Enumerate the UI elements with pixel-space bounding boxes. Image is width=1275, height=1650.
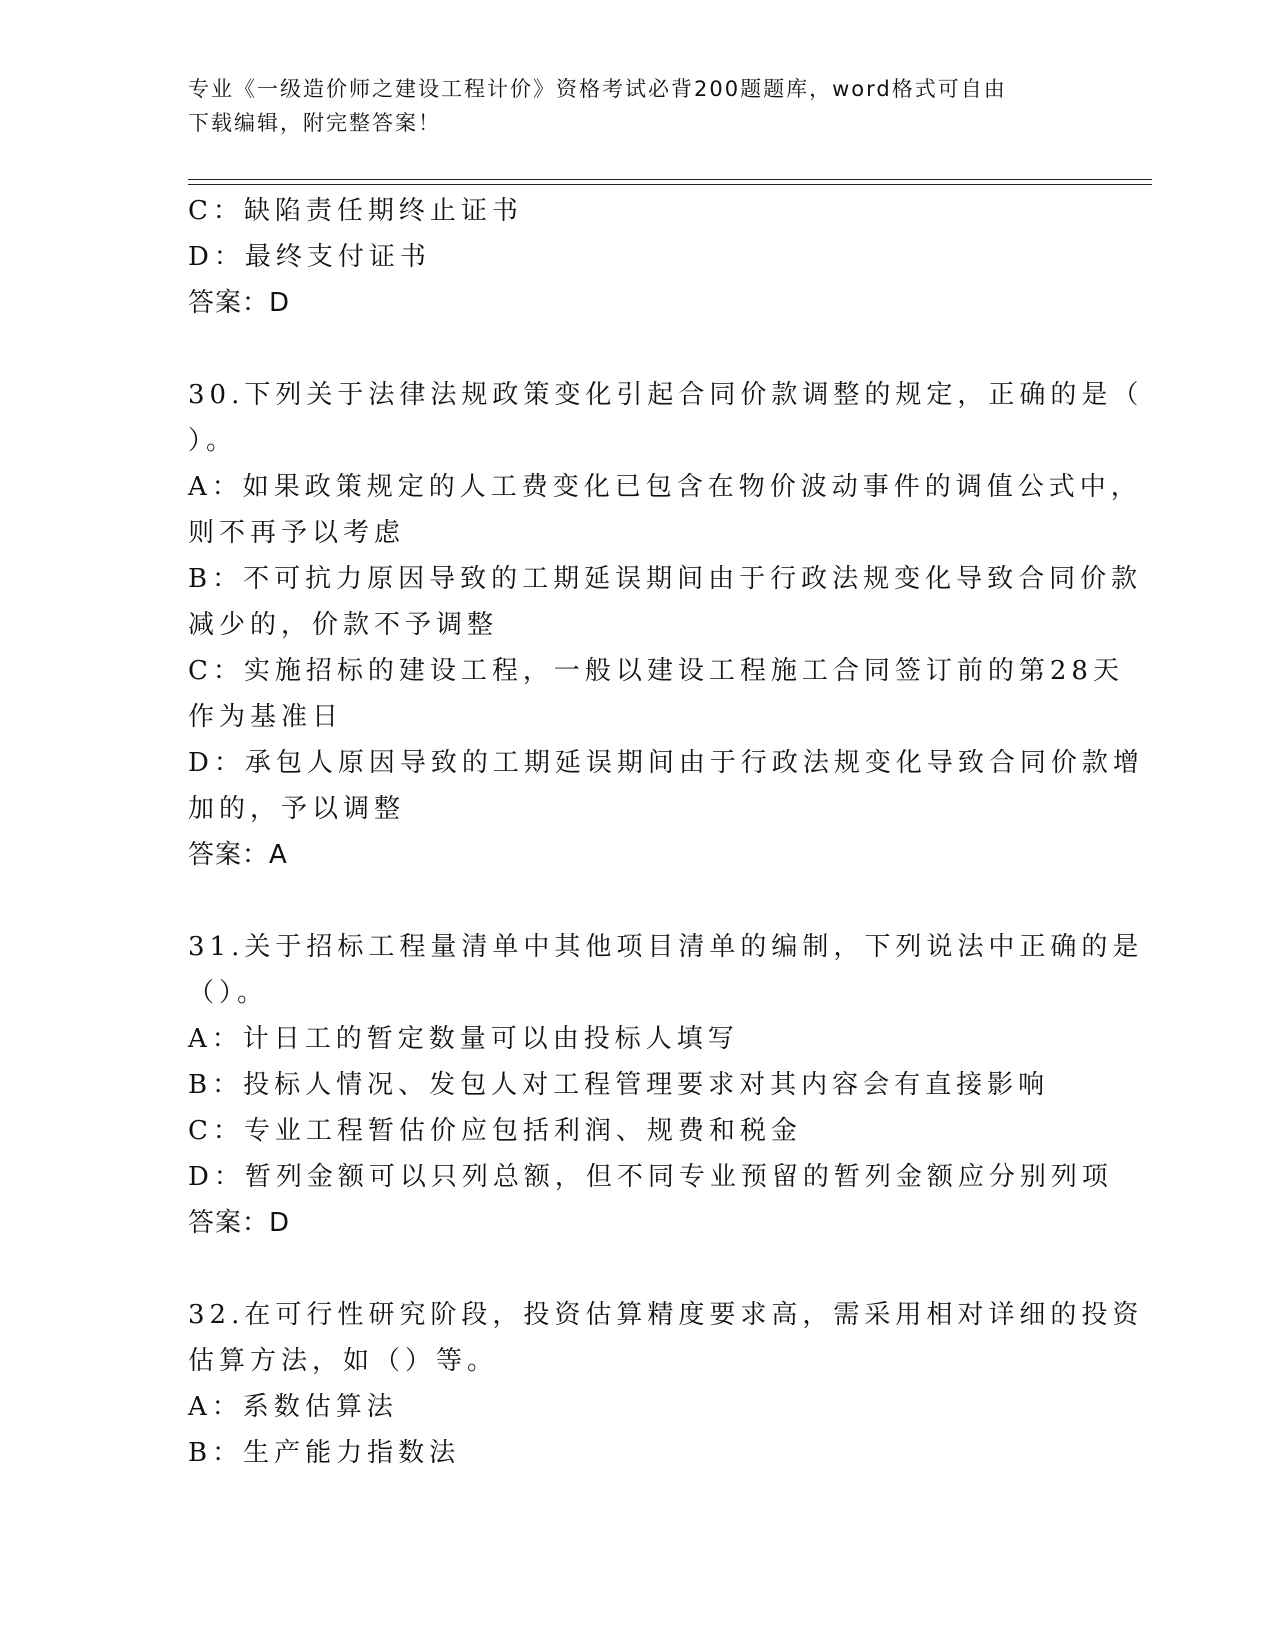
question-content [188, 188, 1144, 1476]
document-header [188, 72, 1088, 140]
q31-answer: 答案：D [188, 1208, 291, 1238]
q30-option-b-line-2: 减少的，价款不予调整 [188, 610, 499, 640]
spacer [188, 878, 1088, 924]
prev-option-c: C：缺陷责任期终止证书 [188, 196, 523, 226]
header-divider-top [188, 179, 1152, 180]
q30-answer: 答案：A [188, 840, 288, 870]
q30-option-c-line-1: C：实施招标的建设工程，一般以建设工程施工合同签订前的第28天 [188, 656, 1124, 686]
q30-option-c-line-2: 作为基准日 [188, 702, 344, 732]
q30-option-a-line-2: 则不再予以考虑 [188, 518, 406, 548]
q31-option-c: C：专业工程暂估价应包括利润、规费和税金 [188, 1116, 802, 1146]
q32-stem-line-2: 估算方法，如（）等。 [188, 1346, 499, 1376]
prev-answer: 答案：D [188, 288, 291, 318]
q30-option-a-line-1: A：如果政策规定的人工费变化已包含在物价波动事件的调值公式中， [188, 472, 1142, 502]
header-divider-bottom [188, 184, 1152, 185]
prev-option-d: D：最终支付证书 [188, 242, 431, 272]
q32-option-b: B：生产能力指数法 [188, 1438, 461, 1468]
spacer [188, 326, 1088, 372]
header-line-2: 下载编辑，附完整答案！ [188, 111, 441, 135]
q32-stem-line-1: 32.在可行性研究阶段，投资估算精度要求高，需采用相对详细的投资 [188, 1300, 1144, 1330]
q30-option-d-line-1: D：承包人原因导致的工期延误期间由于行政法规变化导致合同价款增 [188, 748, 1144, 778]
q31-stem-line-1: 31.关于招标工程量清单中其他项目清单的编制，下列说法中正确的是 [188, 932, 1144, 962]
header-line-1: 专业《一级造价师之建设工程计价》资格考试必背200题题库，word格式可自由 [188, 77, 1007, 101]
q30-option-d-line-2: 加的，予以调整 [188, 794, 406, 824]
q30-stem-line-1: 30.下列关于法律法规政策变化引起合同价款调整的规定，正确的是（ [188, 380, 1144, 410]
q30-option-b-line-1: B：不可抗力原因导致的工期延误期间由于行政法规变化导致合同价款 [188, 564, 1143, 594]
spacer [188, 1246, 1088, 1292]
q32-option-a: A：系数估算法 [188, 1392, 398, 1422]
q31-stem-line-2: （）。 [188, 978, 269, 1008]
q30-stem-line-2: ）。 [188, 426, 238, 456]
q31-option-b: B：投标人情况、发包人对工程管理要求对其内容会有直接影响 [188, 1070, 1050, 1100]
q31-option-a: A：计日工的暂定数量可以由投标人填写 [188, 1024, 739, 1054]
q31-option-d: D：暂列金额可以只列总额，但不同专业预留的暂列金额应分别列项 [188, 1162, 1113, 1192]
